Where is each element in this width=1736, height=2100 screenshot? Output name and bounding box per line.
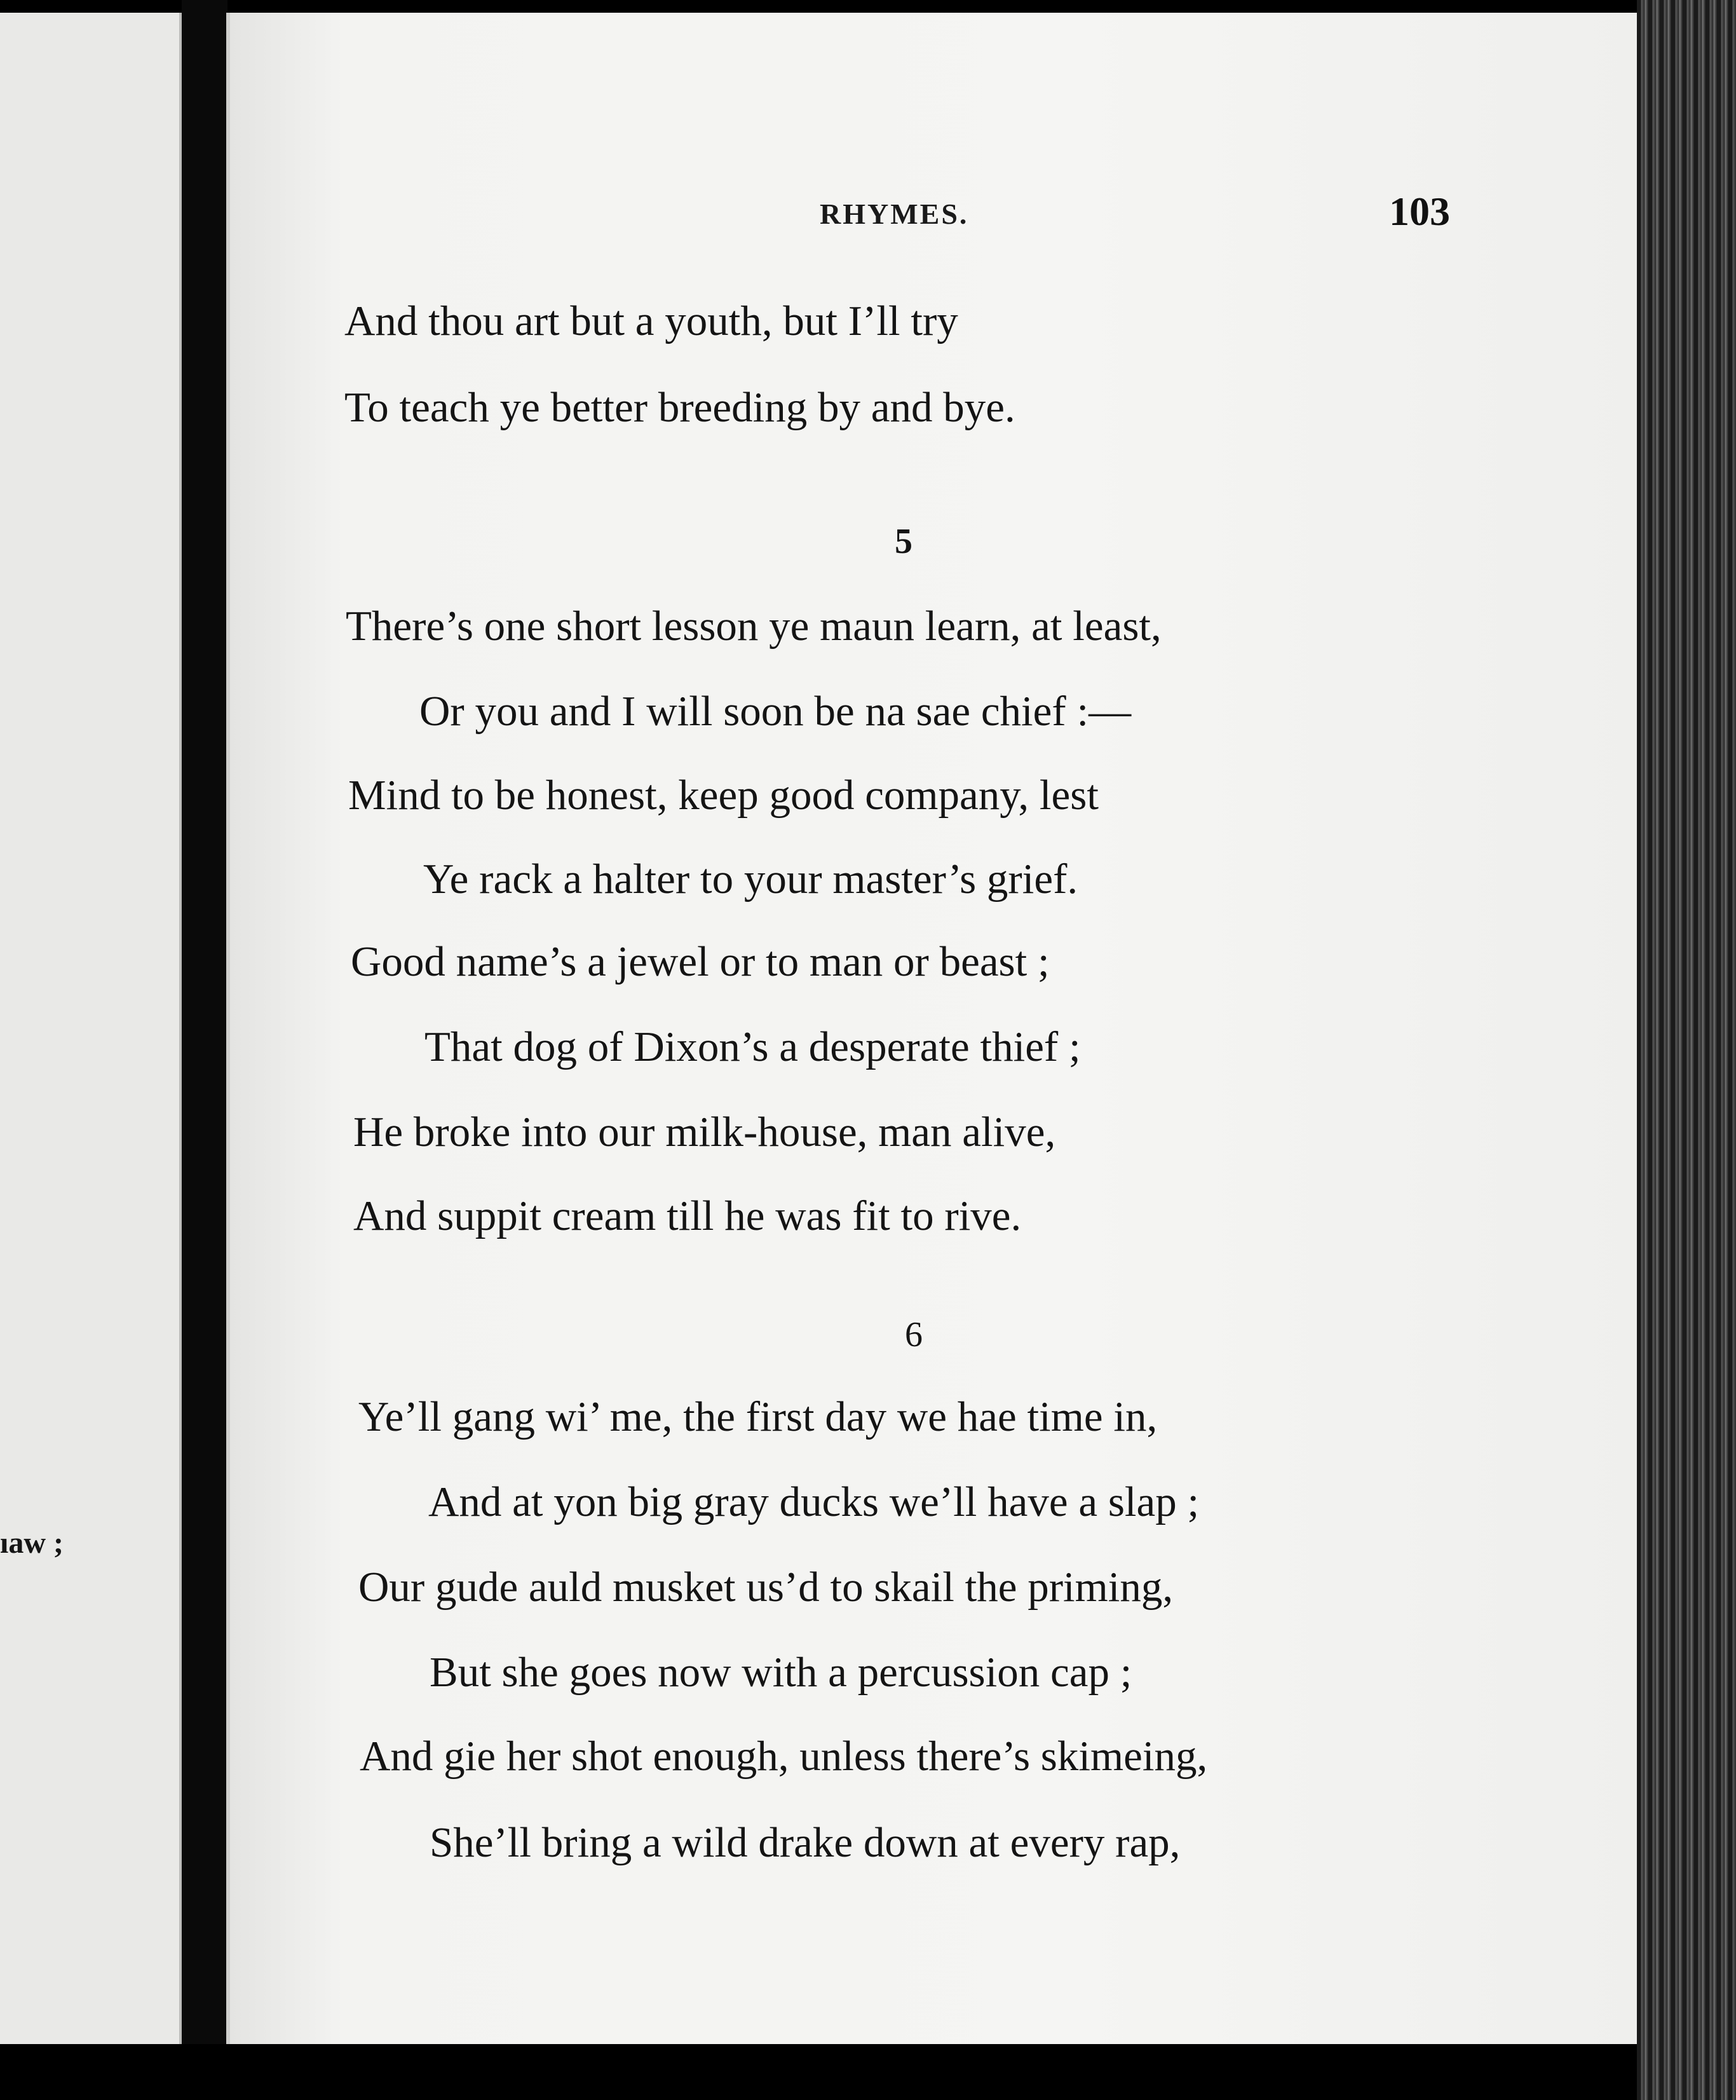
- page-stack-edges: [1637, 0, 1736, 2100]
- poem-line: Mind to be honest, keep good company, lest: [348, 772, 1099, 819]
- stanza-number: 6: [905, 1315, 923, 1354]
- poem-line: Ye rack a halter to your master’s grief.: [423, 856, 1078, 903]
- running-title: RHYMES.: [820, 198, 969, 230]
- book-gutter: [182, 0, 227, 2072]
- poem-line: And at yon big gray ducks we’ll have a slap ;: [428, 1478, 1200, 1525]
- poem-line: And suppit cream till he was fit to rive.: [353, 1192, 1022, 1239]
- poem-line: Or you and I will soon be na sae chief :—: [419, 688, 1132, 735]
- page-number: 103: [1389, 189, 1450, 234]
- previous-page-edge: [0, 13, 182, 2059]
- scan-bottom-border: [0, 2044, 1637, 2100]
- poem-line: Ye’ll gang wi’ me, the first day we hae time in,: [358, 1393, 1158, 1440]
- poem-line: Good name’s a jewel or to man or beast ;: [351, 938, 1050, 985]
- poem-line: There’s one short lesson ye maun learn, at least,: [346, 603, 1162, 650]
- poem-line: But she goes now with a percussion cap ;: [430, 1649, 1132, 1696]
- poem-line: He broke into our milk-house, man alive,: [353, 1108, 1056, 1156]
- poem-line: And thou art but a youth, but I’ll try: [344, 297, 958, 344]
- poem-line: To teach ye better breeding by and bye.: [344, 384, 1015, 431]
- poem-line: Our gude auld musket us’d to skail the priming,: [358, 1564, 1174, 1611]
- poem-line: That dog of Dixon’s a desperate thief ;: [424, 1023, 1081, 1070]
- previous-page-text-fragment: ıaw ;: [0, 1526, 64, 1560]
- poem-line: She’ll bring a wild drake down at every rap,: [430, 1819, 1181, 1866]
- poem-line: And gie her shot enough, unless there’s skimeing,: [360, 1733, 1208, 1780]
- stanza-number: 5: [895, 522, 912, 561]
